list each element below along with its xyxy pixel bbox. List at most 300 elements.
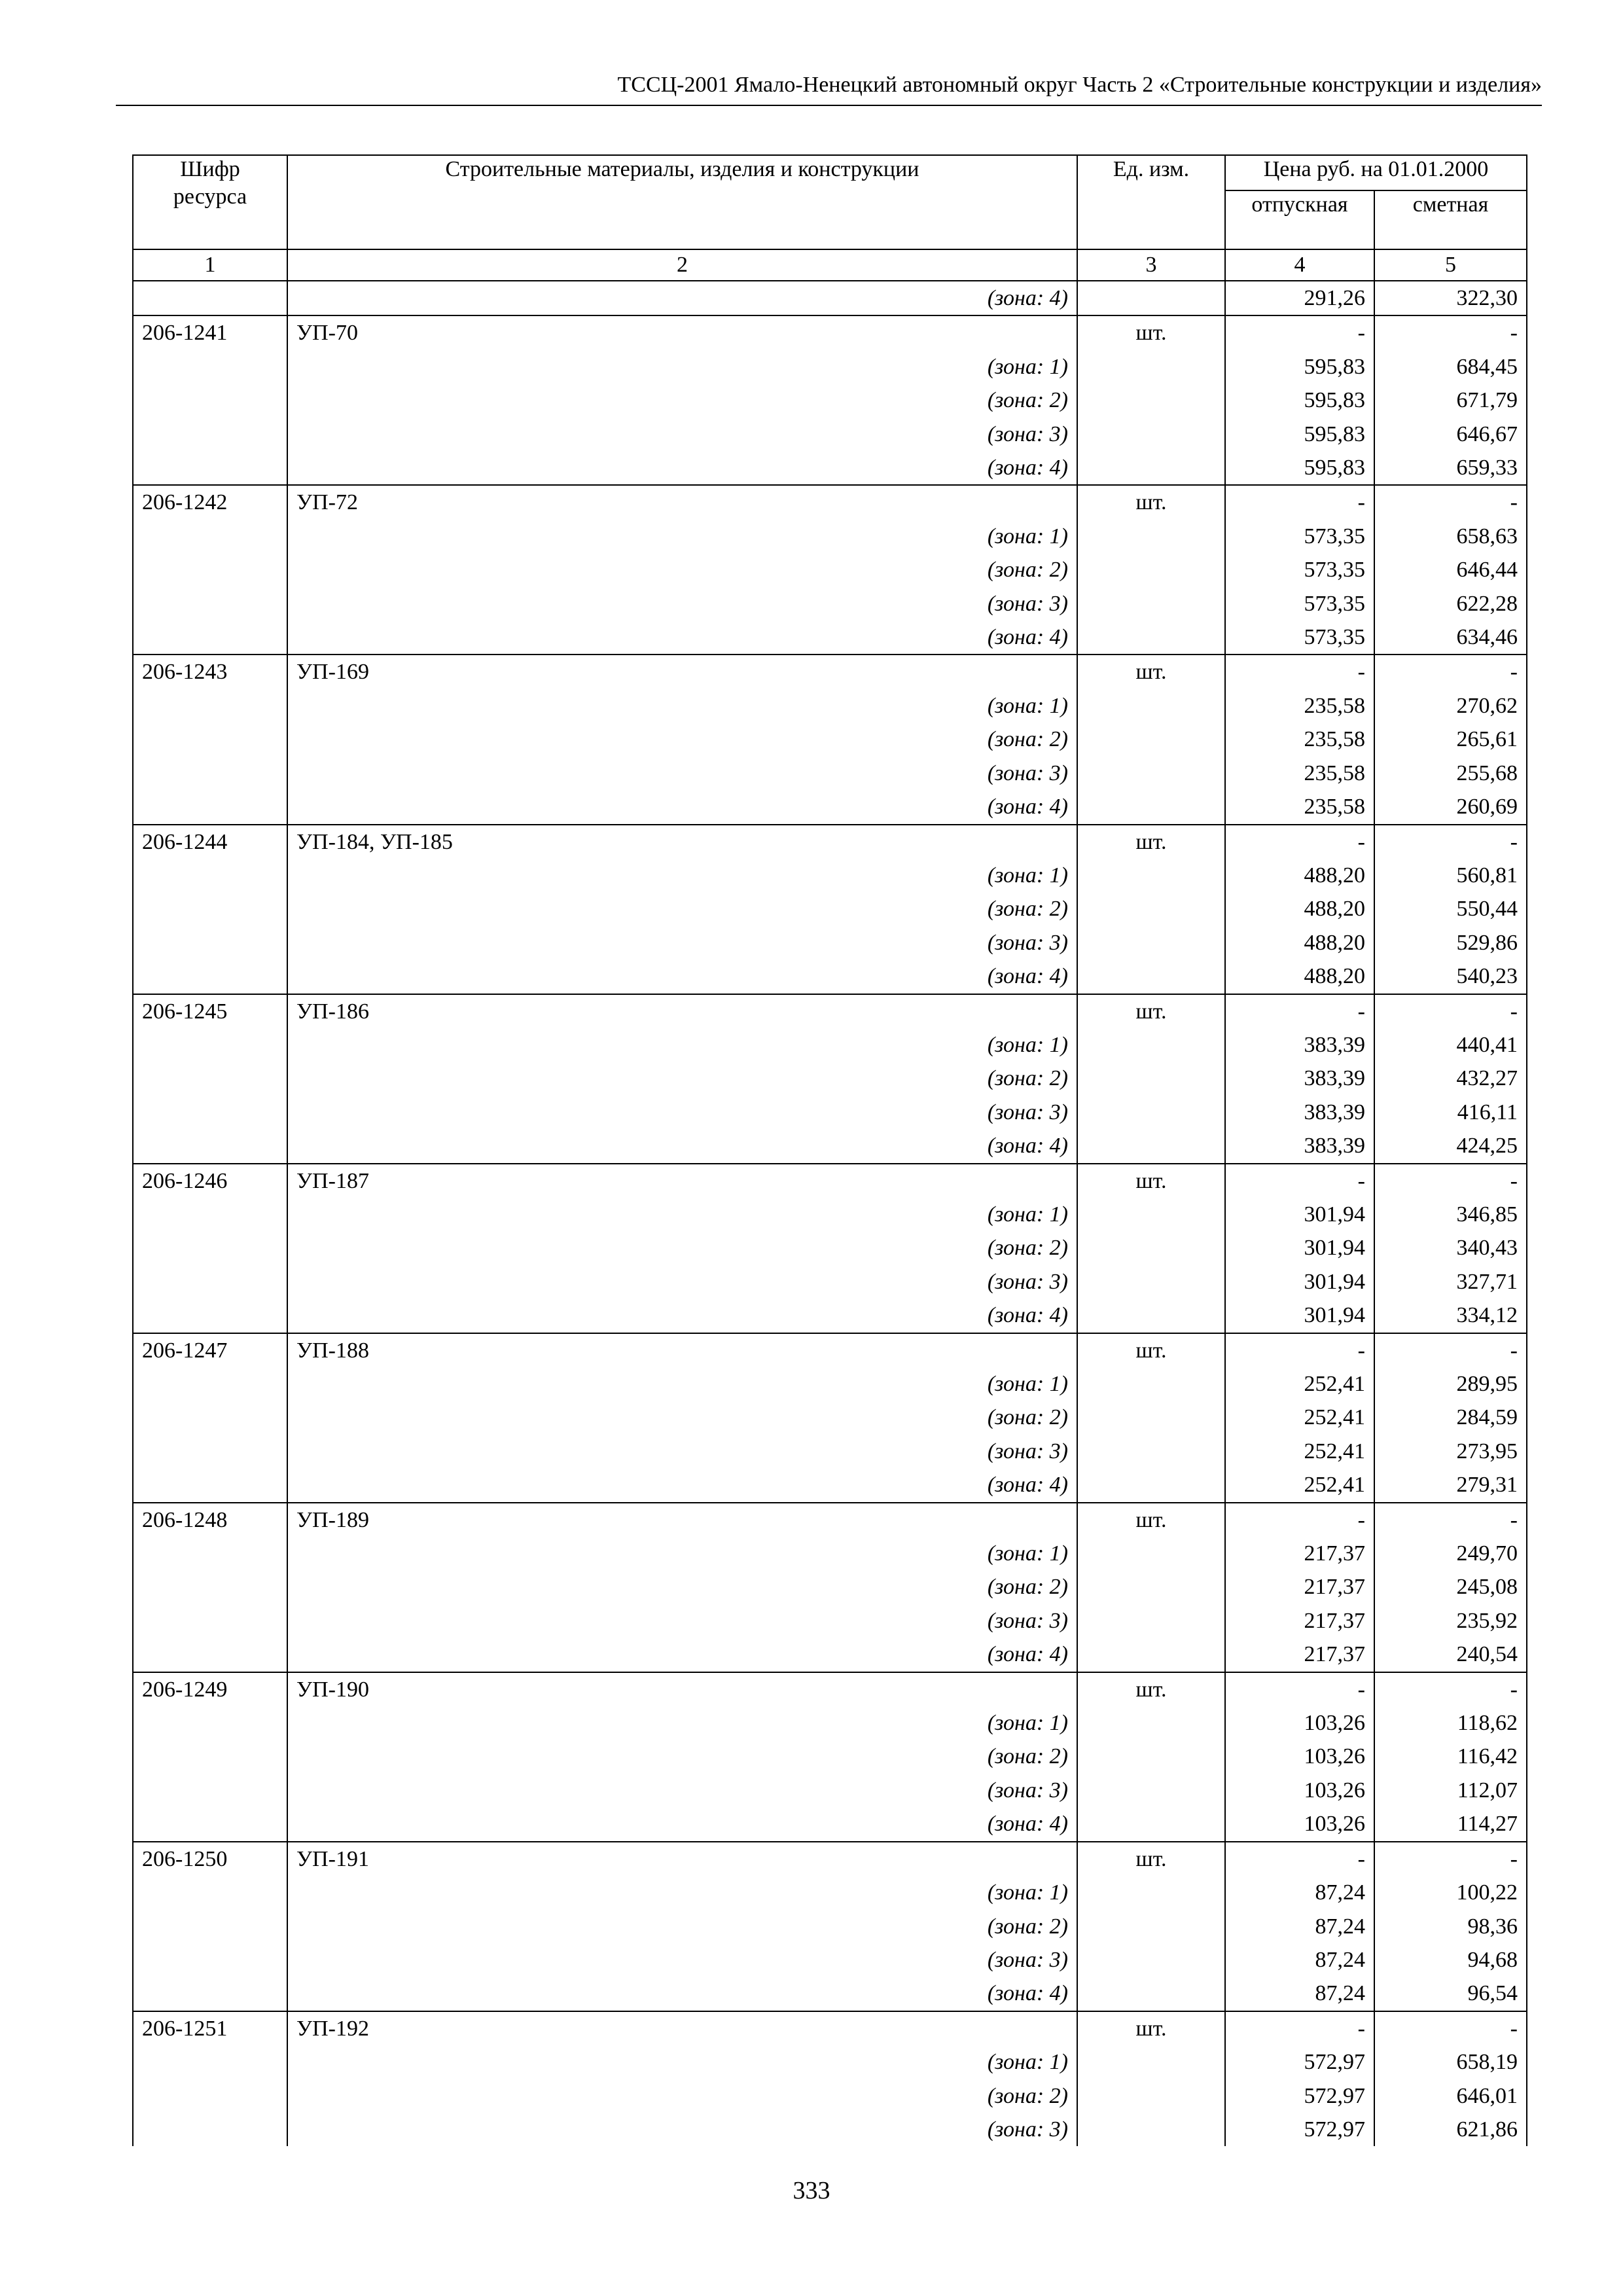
col-number-1: 1 — [133, 249, 287, 281]
code-cell — [133, 1231, 287, 1265]
zone-row — [133, 2079, 1527, 2113]
unit-cell — [1077, 1570, 1225, 1604]
release-price: - — [1225, 825, 1374, 859]
code-cell — [133, 418, 287, 451]
unit-cell — [1077, 1028, 1225, 1062]
code-cell — [133, 1367, 287, 1401]
code-cell — [133, 1876, 287, 1909]
zone-row — [133, 960, 1527, 994]
code-cell — [133, 1028, 287, 1062]
unit-cell — [1077, 2045, 1225, 2079]
zone-label: (зона: 4) — [287, 960, 1077, 994]
release-price: 383,39 — [1225, 1129, 1374, 1163]
release-price: 103,26 — [1225, 1706, 1374, 1740]
unit-cell — [1077, 620, 1225, 655]
estimate-price: 94,68 — [1374, 1943, 1527, 1977]
unit-cell: шт. — [1077, 485, 1225, 519]
zone-label: (зона: 4) — [287, 451, 1077, 485]
unit-cell — [1077, 926, 1225, 960]
release-price: 252,41 — [1225, 1367, 1374, 1401]
unit-cell — [1077, 281, 1225, 315]
zone-label: (зона: 2) — [287, 2079, 1077, 2113]
code-cell — [133, 587, 287, 620]
unit-cell — [1077, 520, 1225, 553]
table-row-continuation — [133, 281, 1527, 315]
zone-row — [133, 1299, 1527, 1333]
release-price: 235,58 — [1225, 689, 1374, 723]
unit-cell — [1077, 1537, 1225, 1570]
code-cell — [133, 1265, 287, 1299]
release-price: 573,35 — [1225, 553, 1374, 586]
release-price: 217,37 — [1225, 1570, 1374, 1604]
code-cell — [133, 1977, 287, 2011]
resource-code: 206-1242 — [133, 485, 287, 519]
release-price: 103,26 — [1225, 1807, 1374, 1841]
unit-cell: шт. — [1077, 655, 1225, 689]
release-price: 488,20 — [1225, 892, 1374, 925]
zone-row — [133, 620, 1527, 655]
resource-code: 206-1241 — [133, 315, 287, 350]
unit-cell — [1077, 1367, 1225, 1401]
release-price: - — [1225, 1842, 1374, 1876]
release-price: 572,97 — [1225, 2079, 1374, 2113]
zone-label: (зона: 2) — [287, 1231, 1077, 1265]
unit-cell — [1077, 1265, 1225, 1299]
estimate-price: 622,28 — [1374, 587, 1527, 620]
unit-cell — [1077, 418, 1225, 451]
release-price: 103,26 — [1225, 1774, 1374, 1807]
table-row — [133, 485, 1527, 519]
unit-cell — [1077, 723, 1225, 756]
zone-label: (зона: 3) — [287, 587, 1077, 620]
zone-label: (зона: 1) — [287, 689, 1077, 723]
release-price: 301,94 — [1225, 1299, 1374, 1333]
release-price: 217,37 — [1225, 1638, 1374, 1672]
unit-cell: шт. — [1077, 1333, 1225, 1367]
zone-label: (зона: 1) — [287, 520, 1077, 553]
unit-cell — [1077, 1977, 1225, 2011]
estimate-price: 279,31 — [1374, 1468, 1527, 1502]
col-number-3: 3 — [1077, 249, 1225, 281]
resource-code: 206-1246 — [133, 1164, 287, 1198]
col-header-price: Цена руб. на 01.01.2000 — [1225, 155, 1527, 190]
code-cell — [133, 960, 287, 994]
estimate-price: 96,54 — [1374, 1977, 1527, 2011]
unit-cell — [1077, 689, 1225, 723]
unit-cell: шт. — [1077, 1842, 1225, 1876]
zone-label: (зона: 4) — [287, 1468, 1077, 1502]
zone-label: (зона: 3) — [287, 1774, 1077, 1807]
unit-cell — [1077, 1943, 1225, 1977]
estimate-price: 540,23 — [1374, 960, 1527, 994]
item-name: УП-184, УП-185 — [287, 825, 1077, 859]
col-number-5: 5 — [1374, 249, 1527, 281]
estimate-price: 658,19 — [1374, 2045, 1527, 2079]
release-price: 383,39 — [1225, 1062, 1374, 1095]
zone-row — [133, 553, 1527, 586]
zone-row — [133, 1943, 1527, 1977]
code-cell — [133, 859, 287, 892]
release-price: 595,83 — [1225, 384, 1374, 417]
zone-row — [133, 1435, 1527, 1468]
col-header-release: отпускная — [1225, 190, 1374, 249]
estimate-price: 289,95 — [1374, 1367, 1527, 1401]
release-price: - — [1225, 1333, 1374, 1367]
release-price: - — [1225, 1672, 1374, 1706]
code-cell — [133, 689, 287, 723]
estimate-price: - — [1374, 1672, 1527, 1706]
table-row — [133, 655, 1527, 689]
estimate-price: 646,44 — [1374, 553, 1527, 586]
zone-label: (зона: 4) — [287, 1638, 1077, 1672]
resource-code: 206-1251 — [133, 2011, 287, 2045]
zone-label: (зона: 1) — [287, 859, 1077, 892]
unit-cell — [1077, 384, 1225, 417]
unit-cell — [1077, 1198, 1225, 1231]
item-name: УП-187 — [287, 1164, 1077, 1198]
release-price: - — [1225, 1503, 1374, 1537]
code-cell — [133, 1096, 287, 1129]
estimate-price: 646,01 — [1374, 2079, 1527, 2113]
release-price: 573,35 — [1225, 520, 1374, 553]
estimate-price: - — [1374, 994, 1527, 1028]
item-name: УП-72 — [287, 485, 1077, 519]
zone-label: (зона: 1) — [287, 1198, 1077, 1231]
release-price: 87,24 — [1225, 1910, 1374, 1943]
unit-cell: шт. — [1077, 315, 1225, 350]
estimate-price: 116,42 — [1374, 1740, 1527, 1773]
estimate-price: 658,63 — [1374, 520, 1527, 553]
estimate-price: 112,07 — [1374, 1774, 1527, 1807]
unit-cell — [1077, 757, 1225, 790]
zone-row — [133, 689, 1527, 723]
zone-row — [133, 1198, 1527, 1231]
estimate-price: - — [1374, 1842, 1527, 1876]
code-cell — [133, 520, 287, 553]
release-price: 595,83 — [1225, 350, 1374, 384]
zone-label: (зона: 2) — [287, 723, 1077, 756]
zone-label: (зона: 1) — [287, 1706, 1077, 1740]
table-row — [133, 2011, 1527, 2045]
unit-cell — [1077, 1774, 1225, 1807]
unit-cell — [1077, 960, 1225, 994]
code-cell — [133, 1198, 287, 1231]
estimate-price: 322,30 — [1374, 281, 1527, 315]
code-cell — [133, 1129, 287, 1163]
unit-cell — [1077, 1299, 1225, 1333]
zone-label: (зона: 3) — [287, 1943, 1077, 1977]
table-row — [133, 1164, 1527, 1198]
code-cell — [133, 2079, 287, 2113]
zone-row — [133, 892, 1527, 925]
table-row — [133, 315, 1527, 350]
zone-row — [133, 1367, 1527, 1401]
unit-cell: шт. — [1077, 1164, 1225, 1198]
code-cell — [133, 926, 287, 960]
estimate-price: 659,33 — [1374, 451, 1527, 485]
code-cell — [133, 723, 287, 756]
unit-cell — [1077, 451, 1225, 485]
zone-row — [133, 418, 1527, 451]
table-row — [133, 1333, 1527, 1367]
unit-cell — [1077, 859, 1225, 892]
estimate-price: 646,67 — [1374, 418, 1527, 451]
zone-label: (зона: 3) — [287, 2113, 1077, 2146]
zone-label: (зона: 3) — [287, 1604, 1077, 1638]
zone-label: (зона: 4) — [287, 281, 1077, 315]
unit-cell — [1077, 790, 1225, 824]
release-price: 291,26 — [1225, 281, 1374, 315]
zone-label: (зона: 1) — [287, 1367, 1077, 1401]
release-price: 103,26 — [1225, 1740, 1374, 1773]
col-header-estimate: сметная — [1374, 190, 1527, 249]
unit-cell — [1077, 1062, 1225, 1095]
zone-label: (зона: 3) — [287, 1435, 1077, 1468]
zone-row — [133, 926, 1527, 960]
release-price: 595,83 — [1225, 451, 1374, 485]
col-header-unit: Ед. изм. — [1077, 155, 1225, 249]
col-number-4: 4 — [1225, 249, 1374, 281]
code-cell — [133, 281, 287, 315]
estimate-price: 235,92 — [1374, 1604, 1527, 1638]
release-price: 572,97 — [1225, 2045, 1374, 2079]
zone-label: (зона: 1) — [287, 1537, 1077, 1570]
release-price: 217,37 — [1225, 1604, 1374, 1638]
resource-code: 206-1245 — [133, 994, 287, 1028]
code-cell — [133, 384, 287, 417]
code-cell — [133, 620, 287, 655]
code-cell — [133, 1604, 287, 1638]
zone-row — [133, 1876, 1527, 1909]
unit-cell — [1077, 1740, 1225, 1773]
item-name: УП-191 — [287, 1842, 1077, 1876]
code-cell — [133, 451, 287, 485]
code-cell — [133, 1807, 287, 1841]
code-cell — [133, 1774, 287, 1807]
zone-row — [133, 1706, 1527, 1740]
item-name: УП-169 — [287, 655, 1077, 689]
code-cell — [133, 892, 287, 925]
zone-row — [133, 451, 1527, 485]
zone-label: (зона: 2) — [287, 384, 1077, 417]
zone-row — [133, 1977, 1527, 2011]
estimate-price: 340,43 — [1374, 1231, 1527, 1265]
code-cell — [133, 1943, 287, 1977]
unit-cell — [1077, 1910, 1225, 1943]
item-name: УП-189 — [287, 1503, 1077, 1537]
zone-row — [133, 790, 1527, 824]
zone-row — [133, 2113, 1527, 2146]
zone-label: (зона: 4) — [287, 790, 1077, 824]
zone-row — [133, 1638, 1527, 1672]
zone-row — [133, 1129, 1527, 1163]
code-cell — [133, 1638, 287, 1672]
unit-cell: шт. — [1077, 2011, 1225, 2045]
zone-label: (зона: 2) — [287, 892, 1077, 925]
release-price: 301,94 — [1225, 1231, 1374, 1265]
estimate-price: 240,54 — [1374, 1638, 1527, 1672]
resource-code: 206-1244 — [133, 825, 287, 859]
zone-label: (зона: 3) — [287, 1265, 1077, 1299]
code-cell — [133, 553, 287, 586]
code-cell — [133, 790, 287, 824]
code-cell — [133, 2045, 287, 2079]
zone-row — [133, 1096, 1527, 1129]
estimate-price: 265,61 — [1374, 723, 1527, 756]
release-price: - — [1225, 485, 1374, 519]
zone-label: (зона: 1) — [287, 1876, 1077, 1909]
resource-code: 206-1247 — [133, 1333, 287, 1367]
zone-label: (зона: 2) — [287, 1570, 1077, 1604]
release-price: 87,24 — [1225, 1943, 1374, 1977]
estimate-price: 432,27 — [1374, 1062, 1527, 1095]
zone-row — [133, 1570, 1527, 1604]
estimate-price: 684,45 — [1374, 350, 1527, 384]
unit-cell: шт. — [1077, 825, 1225, 859]
estimate-price: - — [1374, 485, 1527, 519]
estimate-price: 560,81 — [1374, 859, 1527, 892]
zone-label: (зона: 4) — [287, 1807, 1077, 1841]
zone-row — [133, 520, 1527, 553]
col-number-2: 2 — [287, 249, 1077, 281]
zone-label: (зона: 2) — [287, 1910, 1077, 1943]
zone-row — [133, 1265, 1527, 1299]
running-header: ТССЦ-2001 Ямало-Ненецкий автономный округ Часть 2 «Строительные конструкции и изделия» — [116, 71, 1542, 106]
table-row — [133, 1842, 1527, 1876]
release-price: 301,94 — [1225, 1265, 1374, 1299]
col-header-code: Шифр ресурса — [133, 155, 287, 249]
estimate-price: 621,86 — [1374, 2113, 1527, 2146]
zone-row — [133, 1910, 1527, 1943]
estimate-price: 346,85 — [1374, 1198, 1527, 1231]
code-cell — [133, 1401, 287, 1434]
item-name: УП-70 — [287, 315, 1077, 350]
release-price: 595,83 — [1225, 418, 1374, 451]
estimate-price: 284,59 — [1374, 1401, 1527, 1434]
unit-cell — [1077, 1129, 1225, 1163]
zone-row — [133, 384, 1527, 417]
estimate-price: - — [1374, 1164, 1527, 1198]
release-price: 87,24 — [1225, 1977, 1374, 2011]
code-cell — [133, 1062, 287, 1095]
unit-cell — [1077, 1401, 1225, 1434]
estimate-price: 255,68 — [1374, 757, 1527, 790]
code-cell — [133, 1910, 287, 1943]
unit-cell: шт. — [1077, 1503, 1225, 1537]
estimate-price: 671,79 — [1374, 384, 1527, 417]
zone-label: (зона: 3) — [287, 418, 1077, 451]
release-price: 235,58 — [1225, 790, 1374, 824]
unit-cell — [1077, 1706, 1225, 1740]
estimate-price: - — [1374, 825, 1527, 859]
estimate-price: 634,46 — [1374, 620, 1527, 655]
release-price: 217,37 — [1225, 1537, 1374, 1570]
estimate-price: 416,11 — [1374, 1096, 1527, 1129]
unit-cell — [1077, 350, 1225, 384]
code-cell — [133, 1435, 287, 1468]
estimate-price: 249,70 — [1374, 1537, 1527, 1570]
page-number: 333 — [793, 2177, 830, 2204]
zone-label: (зона: 3) — [287, 1096, 1077, 1129]
item-name: УП-188 — [287, 1333, 1077, 1367]
release-price: 252,41 — [1225, 1401, 1374, 1434]
estimate-price: - — [1374, 1503, 1527, 1537]
code-cell — [133, 1468, 287, 1502]
estimate-price: 245,08 — [1374, 1570, 1527, 1604]
zone-row — [133, 587, 1527, 620]
release-price: 488,20 — [1225, 926, 1374, 960]
estimate-price: - — [1374, 2011, 1527, 2045]
price-table — [132, 154, 1527, 2146]
zone-row — [133, 1028, 1527, 1062]
release-price: 573,35 — [1225, 620, 1374, 655]
zone-label: (зона: 1) — [287, 2045, 1077, 2079]
estimate-price: 550,44 — [1374, 892, 1527, 925]
estimate-price: 529,86 — [1374, 926, 1527, 960]
item-name: УП-186 — [287, 994, 1077, 1028]
unit-cell — [1077, 1096, 1225, 1129]
item-name: УП-192 — [287, 2011, 1077, 2045]
zone-label: (зона: 1) — [287, 1028, 1077, 1062]
unit-cell — [1077, 1231, 1225, 1265]
unit-cell — [1077, 1876, 1225, 1909]
release-price: 383,39 — [1225, 1028, 1374, 1062]
unit-cell — [1077, 1435, 1225, 1468]
resource-code: 206-1243 — [133, 655, 287, 689]
estimate-price: 270,62 — [1374, 689, 1527, 723]
release-price: 488,20 — [1225, 859, 1374, 892]
code-cell — [133, 350, 287, 384]
release-price: 572,97 — [1225, 2113, 1374, 2146]
code-cell — [133, 1740, 287, 1773]
release-price: 252,41 — [1225, 1435, 1374, 1468]
table-row — [133, 1672, 1527, 1706]
code-cell — [133, 1570, 287, 1604]
estimate-price: - — [1374, 655, 1527, 689]
zone-row — [133, 859, 1527, 892]
unit-cell — [1077, 892, 1225, 925]
zone-label: (зона: 2) — [287, 553, 1077, 586]
release-price: - — [1225, 315, 1374, 350]
release-price: 235,58 — [1225, 757, 1374, 790]
estimate-price: 100,22 — [1374, 1876, 1527, 1909]
code-cell — [133, 1706, 287, 1740]
unit-cell: шт. — [1077, 1672, 1225, 1706]
estimate-price: 424,25 — [1374, 1129, 1527, 1163]
unit-cell — [1077, 553, 1225, 586]
unit-cell — [1077, 2079, 1225, 2113]
estimate-price: 114,27 — [1374, 1807, 1527, 1841]
estimate-price: - — [1374, 1333, 1527, 1367]
release-price: 87,24 — [1225, 1876, 1374, 1909]
zone-row — [133, 1401, 1527, 1434]
release-price: - — [1225, 655, 1374, 689]
unit-cell — [1077, 1468, 1225, 1502]
release-price: - — [1225, 994, 1374, 1028]
estimate-price: 327,71 — [1374, 1265, 1527, 1299]
resource-code: 206-1250 — [133, 1842, 287, 1876]
release-price: 252,41 — [1225, 1468, 1374, 1502]
unit-cell — [1077, 2113, 1225, 2146]
unit-cell — [1077, 1638, 1225, 1672]
zone-label: (зона: 4) — [287, 1129, 1077, 1163]
zone-row — [133, 723, 1527, 756]
zone-row — [133, 2045, 1527, 2079]
zone-label: (зона: 1) — [287, 350, 1077, 384]
release-price: 301,94 — [1225, 1198, 1374, 1231]
zone-label: (зона: 3) — [287, 757, 1077, 790]
table-row — [133, 994, 1527, 1028]
